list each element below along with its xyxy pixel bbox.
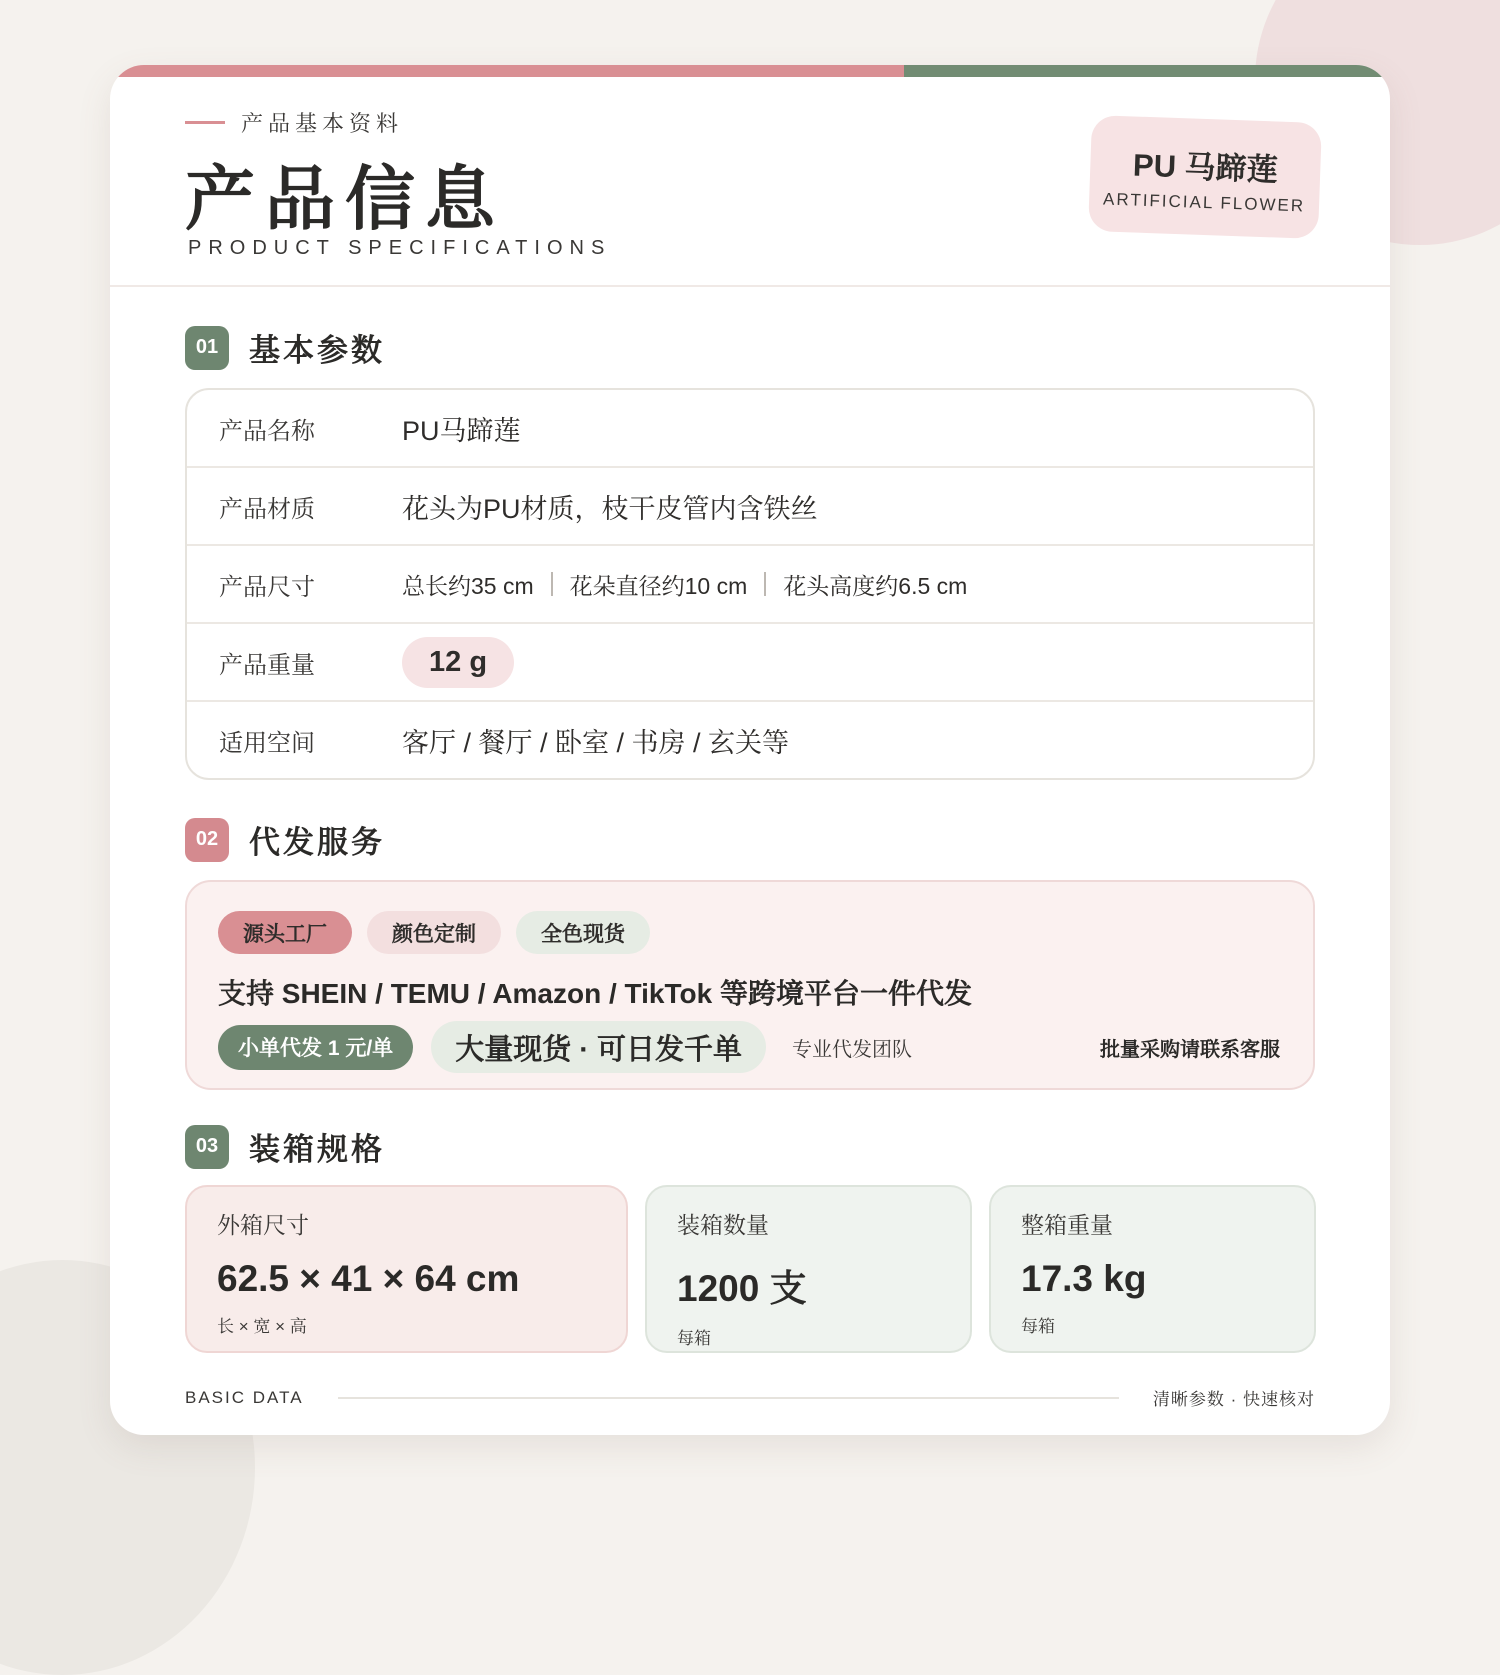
spec-row-material	[187, 468, 1313, 546]
product-tag-card	[1088, 115, 1322, 239]
footer-rule	[338, 1397, 1119, 1399]
pack-value: 62.5 × 41 × 64 cm	[217, 1258, 520, 1299]
size-total-length: 总长约35 cm	[402, 572, 534, 599]
top-accent-bar	[110, 65, 1390, 77]
product-info-card	[110, 65, 1390, 1435]
price-pill: 小单代发 1 元/单	[218, 1025, 413, 1070]
spec-value: 客厅 / 餐厅 / 卧室 / 书房 / 玄关等	[402, 727, 790, 758]
spec-row-space	[187, 702, 1313, 778]
spec-row-size	[187, 546, 1313, 624]
footer-right-text: 清晰参数 · 快速核对	[1152, 1390, 1315, 1409]
product-tag-title: PU 马蹄莲	[1132, 146, 1279, 188]
spec-table	[185, 388, 1315, 780]
service-chips	[218, 911, 665, 954]
spec-label: 适用空间	[219, 729, 315, 757]
section-number-badge: 01	[185, 326, 229, 370]
section-title: 代发服务	[249, 825, 385, 860]
pack-note: 长 × 宽 × 高	[217, 1317, 307, 1336]
eyebrow	[185, 107, 403, 138]
section-basic-params-header	[185, 325, 385, 370]
footer-left-text: BASIC DATA	[185, 1387, 304, 1407]
platform-support-text: 支持 SHEIN / TEMU / Amazon / TikTok 等跨境平台一件代发	[218, 978, 972, 1009]
pack-label: 装箱数量	[677, 1212, 769, 1238]
section-number-badge: 03	[185, 1125, 229, 1169]
team-note: 专业代发团队	[791, 1038, 912, 1061]
service-details-row	[218, 1021, 1280, 1073]
spec-label: 产品尺寸	[219, 573, 315, 601]
stock-pill: 大量现货 · 可日发千单	[431, 1021, 766, 1073]
section-number-badge: 02	[185, 818, 229, 862]
pack-card-quantity	[645, 1185, 972, 1353]
card-footer	[185, 1385, 1315, 1410]
size-head-height: 花头高度约6.5 cm	[783, 572, 968, 599]
chip-in-stock: 全色现货	[516, 911, 650, 954]
pack-value: 17.3 kg	[1021, 1258, 1147, 1299]
pack-label: 整箱重量	[1021, 1212, 1113, 1238]
page-subtitle: PRODUCT SPECIFICATIONS	[188, 237, 612, 259]
chip-factory: 源头工厂	[218, 911, 352, 954]
pack-card-box-size	[185, 1185, 628, 1353]
card-header	[110, 77, 1390, 287]
section-title: 装箱规格	[249, 1132, 385, 1167]
spec-label: 产品名称	[219, 417, 315, 445]
size-flower-diameter: 花朵直径约10 cm	[569, 572, 748, 599]
pack-value: 1200 支	[677, 1268, 807, 1309]
divider	[551, 572, 553, 596]
spec-value	[402, 637, 514, 688]
section-packing-header	[185, 1124, 385, 1169]
spec-label: 产品重量	[219, 651, 315, 679]
spec-value: PU马蹄莲	[402, 415, 521, 446]
spec-value-sizes	[402, 568, 967, 601]
pack-note: 每箱	[1021, 1317, 1055, 1336]
chip-color-custom: 颜色定制	[367, 911, 501, 954]
pack-note: 每箱	[677, 1329, 711, 1348]
contact-note: 批量采购请联系客服	[1100, 1038, 1280, 1061]
top-accent-bar-green	[904, 65, 1390, 77]
spec-row-name	[187, 390, 1313, 468]
spec-label: 产品材质	[219, 495, 315, 523]
eyebrow-text: 产品基本资料	[241, 111, 404, 136]
product-tag-subtitle: ARTIFICIAL FLOWER	[1102, 188, 1306, 216]
top-accent-bar-pink	[110, 65, 904, 77]
section-dropship-header	[185, 817, 385, 862]
eyebrow-line	[185, 121, 225, 124]
pack-label: 外箱尺寸	[217, 1212, 309, 1238]
spec-value: 花头为PU材质，枝干皮管内含铁丝	[402, 493, 818, 524]
section-title: 基本参数	[249, 333, 385, 368]
dropship-service-box	[185, 880, 1315, 1090]
page-title: 产品信息	[185, 160, 505, 238]
divider	[764, 572, 766, 596]
spec-row-weight	[187, 624, 1313, 702]
weight-badge: 12 g	[402, 637, 514, 688]
pack-card-weight	[989, 1185, 1316, 1353]
